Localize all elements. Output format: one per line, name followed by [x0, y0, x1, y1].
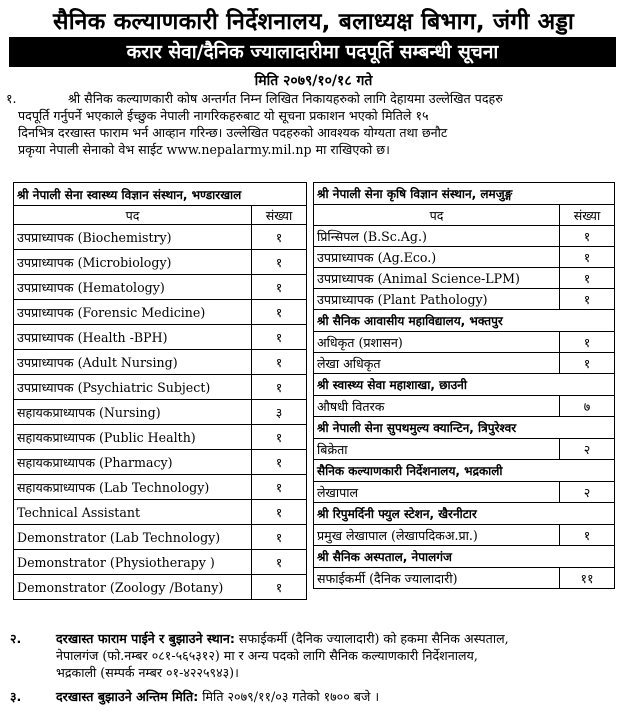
count-cell: २: [560, 482, 615, 503]
post-cell: सहायकप्राध्यापक (Public Health): [14, 425, 252, 450]
table-row: [314, 268, 615, 289]
table-row: [14, 500, 307, 525]
post-cell: उपप्राध्यापक (Animal Science-LPM): [314, 268, 560, 289]
table-row: [314, 396, 615, 417]
count-cell: १: [560, 332, 615, 353]
table-section-header: [314, 503, 615, 525]
table-row: [14, 300, 307, 325]
post-cell: Demonstrator (Physiotherapy ): [14, 550, 252, 575]
column-header-post: पद: [14, 206, 252, 225]
notice-paragraph: [6, 90, 618, 158]
count-cell: १: [252, 350, 307, 375]
count-cell: १: [252, 575, 307, 600]
post-cell: बिक्रेता: [314, 439, 560, 460]
post-cell: उपप्राध्यापक (Hematology): [14, 275, 252, 300]
post-cell: औषधी वितरक: [314, 396, 560, 417]
post-cell: सहायकप्राध्यापक (Nursing): [14, 400, 252, 425]
post-cell: उपप्राध्यापक (Biochemistry): [14, 225, 252, 250]
table-row: [14, 450, 307, 475]
paragraph-line: दिनभित्र दरखास्त फाराम भर्न आव्हान गरिन्छ। उल्लेखित पदहरुको आवश्यक योग्यता तथा छनौट: [18, 125, 448, 140]
table-column-header: [314, 205, 615, 226]
count-cell: १: [252, 475, 307, 500]
column-header-post: पद: [314, 205, 560, 226]
post-cell: उपप्राध्यापक (Health -BPH): [14, 325, 252, 350]
paragraph-number: १.: [6, 91, 17, 106]
paragraph-line: पदपूर्ति गर्नुपर्ने भएकाले ईच्छुक नेपाली नागरिकहरुबाट यो सूचना प्रकाशन भएको मितिले १५: [18, 108, 429, 123]
post-cell: Technical Assistant: [14, 500, 252, 525]
count-cell: १: [560, 226, 615, 247]
table-row: [14, 375, 307, 400]
footer-item-application-place: [6, 630, 618, 681]
post-cell: उपप्राध्यापक (Adult Nursing): [14, 350, 252, 375]
count-cell: २: [560, 439, 615, 460]
post-cell: उपप्राध्यापक (Forensic Medicine): [14, 300, 252, 325]
post-cell: उपप्राध्यापक (Plant Pathology): [314, 289, 560, 310]
count-cell: ७: [560, 396, 615, 417]
column-header-count: संख्या: [560, 205, 615, 226]
footer-item-text: सफाईकर्मी (दैनिक ज्यालादारी) को हकमा सैनिक अस्पताल,: [238, 631, 509, 646]
table-row: [314, 439, 615, 460]
post-cell: अधिकृत (प्रशासन): [314, 332, 560, 353]
table-row: [14, 550, 307, 575]
table-row: [314, 525, 615, 546]
footer-item-text: नेपालगंज (फो.नम्बर ०८१-५६५३१२) मा र अन्य पदको लागि सैनिक कल्याणकारी निर्देशनालय,: [56, 648, 478, 663]
table-section-header: [314, 310, 615, 332]
count-cell: १: [252, 275, 307, 300]
institution-heading: श्री रिपुमर्दिनी फ्युल स्टेशन, खैरनीटार: [314, 503, 615, 525]
institution-heading: श्री स्वास्थ्य सेवा महाशाखा, छाउनी: [314, 374, 615, 396]
post-cell: सहायकप्राध्यापक (Lab Technology): [14, 475, 252, 500]
count-cell: १: [252, 375, 307, 400]
table-column-header: [14, 206, 307, 225]
count-cell: १: [252, 450, 307, 475]
post-cell: सफाईकर्मी (दैनिक ज्यालादारी): [314, 568, 560, 589]
table-row: [14, 225, 307, 250]
post-cell: Demonstrator (Lab Technology): [14, 525, 252, 550]
footer-item-text: मिति २०७९/११/०३ गतेको १७०० बजे ।: [202, 689, 380, 704]
post-cell: उपप्राध्यापक (Microbiology): [14, 250, 252, 275]
institution-heading: श्री सैनिक अस्पताल, नेपालगंज: [314, 546, 615, 568]
footer-item-number: ३.: [10, 689, 22, 704]
count-cell: १: [560, 247, 615, 268]
post-cell: सहायकप्राध्यापक (Pharmacy): [14, 450, 252, 475]
institution-heading: श्री नेपाली सेना कृषि विज्ञान संस्थान, लमजुङ्ग: [314, 183, 615, 205]
column-header-count: संख्या: [252, 206, 307, 225]
table-section-header: [314, 546, 615, 568]
post-cell: Demonstrator (Zoology /Botany): [14, 575, 252, 600]
post-cell: उपप्राध्यापक (Ag.Eco.): [314, 247, 560, 268]
table-row: [314, 332, 615, 353]
institution-heading: श्री सैनिक आवासीय महाविद्यालय, भक्तपुर: [314, 310, 615, 332]
post-cell: उपप्राध्यापक (Psychiatric Subject): [14, 375, 252, 400]
table-row: [314, 568, 615, 589]
post-cell: लेखापाल: [314, 482, 560, 503]
table-row: [314, 353, 615, 374]
count-cell: ३: [252, 400, 307, 425]
institution-heading: सैनिक कल्याणकारी निर्देशनालय, भद्रकाली: [314, 460, 615, 482]
right-vacancy-table: [313, 182, 615, 589]
count-cell: १: [560, 268, 615, 289]
table-row: [14, 425, 307, 450]
table-section-header: [314, 183, 615, 205]
paragraph-line: श्री सैनिक कल्याणकारी कोष अन्तर्गत निम्न लिखित निकायहरुको लागि देहायमा उल्लेखित पदहरु: [68, 91, 503, 106]
table-row: [14, 475, 307, 500]
count-cell: १: [252, 550, 307, 575]
count-cell: १: [252, 500, 307, 525]
count-cell: १: [252, 525, 307, 550]
table-row: [14, 325, 307, 350]
table-row: [14, 250, 307, 275]
table-row: [14, 400, 307, 425]
post-cell: प्रिन्सिपल (B.Sc.Ag.): [314, 226, 560, 247]
table-row: [314, 247, 615, 268]
post-cell: लेखा अधिकृत: [314, 353, 560, 374]
count-cell: १: [560, 525, 615, 546]
post-cell: प्रमुख लेखापाल (लेखापदिकअ.प्रा.): [314, 525, 560, 546]
table-row: [314, 482, 615, 503]
footer-item-label: दरखास्त बुझाउने अन्तिम मिति:: [56, 689, 199, 704]
table-section-header: [14, 183, 307, 206]
left-vacancy-table: [13, 182, 307, 600]
count-cell: १: [252, 325, 307, 350]
notice-banner: करार सेवा/दैनिक ज्यालादारीमा पदपूर्ति सम्बन्धी सूचना: [9, 37, 616, 67]
table-section-header: [314, 417, 615, 439]
count-cell: ११: [560, 568, 615, 589]
count-cell: १: [252, 225, 307, 250]
institution-heading: श्री नेपाली सेना सुपथमुल्य क्यान्टिन, त्रिपुरेश्वर: [314, 417, 615, 439]
count-cell: १: [560, 353, 615, 374]
footer-item-text: भद्रकाली (सम्पर्क नम्बर ०१-४२२५९४३)।: [56, 665, 239, 680]
footer-item-deadline: [6, 688, 618, 705]
footer-item-number: २.: [10, 631, 22, 646]
footer-item-label: दरखास्त फाराम पाईने र बुझाउने स्थान:: [56, 631, 235, 646]
paragraph-line: प्रकृया नेपाली सेनाको वेभ साईट www.nepalarmy.mil.np मा राखिएको छ।: [18, 142, 390, 157]
table-section-header: [314, 460, 615, 482]
table-section-header: [314, 374, 615, 396]
count-cell: १: [252, 425, 307, 450]
table-row: [14, 575, 307, 600]
count-cell: १: [252, 300, 307, 325]
count-cell: १: [560, 289, 615, 310]
notice-date: मिति २०७९/१०/१८ गते: [254, 73, 373, 89]
table-row: [14, 275, 307, 300]
table-row: [314, 289, 615, 310]
table-row: [14, 525, 307, 550]
table-row: [314, 226, 615, 247]
table-row: [14, 350, 307, 375]
count-cell: १: [252, 250, 307, 275]
institution-heading: श्री नेपाली सेना स्वास्थ्य विज्ञान संस्थान, भण्डारखाल: [14, 183, 307, 206]
page-title: सैनिक कल्याणकारी निर्देशनालय, बलाध्यक्ष बिभाग, जंगी अड्डा: [52, 9, 575, 35]
